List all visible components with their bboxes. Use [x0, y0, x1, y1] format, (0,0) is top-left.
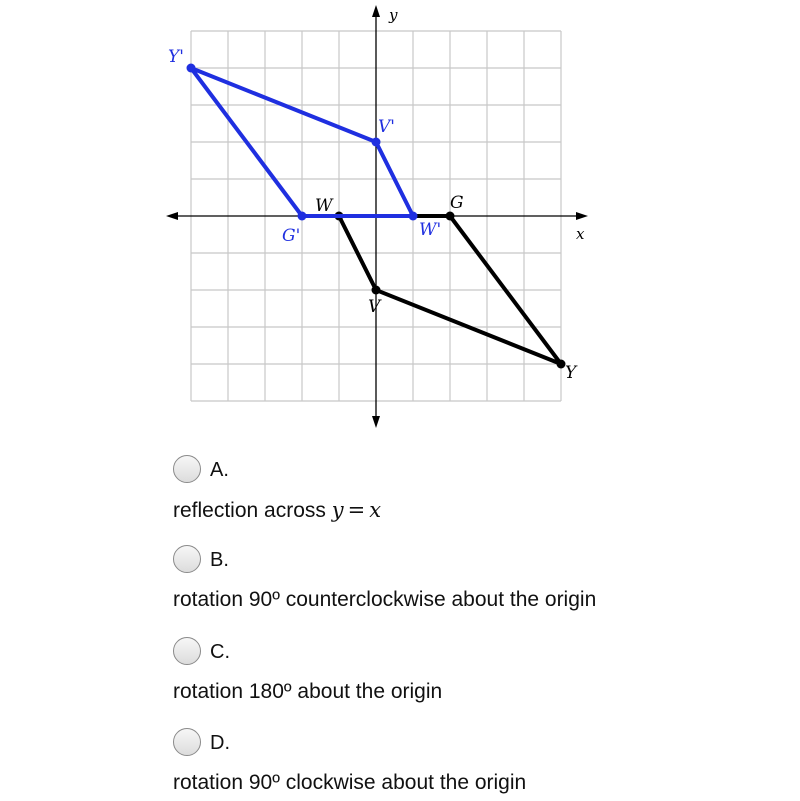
vertex-point [409, 212, 418, 221]
choice-d-text: rotation 90º clockwise about the origin [173, 771, 527, 794]
vertex-point [298, 212, 307, 221]
choice-c-text: rotation 180º about the origin [173, 680, 443, 703]
choice-d-letter: D. [210, 732, 230, 754]
choice-c-letter: C. [210, 641, 230, 663]
vertex-point [187, 64, 196, 73]
choice-a-text: reflection across y = x [173, 498, 382, 522]
vertex-label: G [450, 193, 464, 213]
x-axis-arrow-right [576, 212, 588, 220]
vertex-point [372, 138, 381, 147]
choice-b-text: rotation 90º counterclockwise about the origin [173, 588, 597, 611]
x-axis-arrow-left [166, 212, 178, 220]
vertex-label: Y [565, 363, 577, 383]
x-axis-label: x [576, 225, 585, 243]
vertex-label: W [315, 196, 333, 216]
vertex-point [372, 286, 381, 295]
y-axis-arrow-up [372, 5, 380, 17]
vertex-label: Y' [168, 47, 184, 67]
radio-c[interactable] [173, 637, 201, 665]
y-axis-label: y [389, 6, 398, 24]
radio-d[interactable] [173, 728, 201, 756]
y-axis-arrow-down [372, 416, 380, 428]
choice-b-letter: B. [210, 549, 229, 571]
vertex-label: G' [282, 226, 301, 246]
radio-b[interactable] [173, 545, 201, 573]
radio-a[interactable] [173, 455, 201, 483]
vertex-label: W' [419, 220, 442, 240]
vertex-label: V [368, 297, 381, 317]
choice-a-letter: A. [210, 459, 229, 481]
vertex-label: V' [378, 117, 395, 137]
